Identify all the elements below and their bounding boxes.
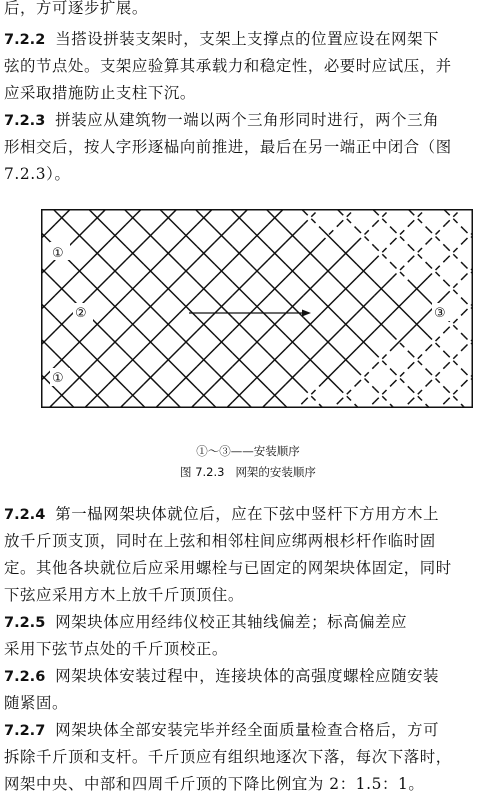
text-line: 形相交后，按人字形逐榀向前推进，最后在另一端正中闭合（图 — [4, 138, 452, 156]
text-line: 采用下弦节点处的千斤顶校正。 — [4, 640, 228, 658]
figure-caption — [0, 464, 496, 480]
figure-legend: ①～③——安装顺序 — [196, 444, 300, 458]
clause-number: 7.2.7 — [4, 723, 46, 739]
clause-7-2-2-line-1: 7.2.2 当搭设拼装支架时，支架上支撑点的位置应设在网架下 — [4, 30, 440, 48]
clause-7-2-3-line-1: 7.2.3 拼装应从建筑物一端以两个三角形同时进行，两个三角 — [4, 111, 440, 129]
clause-number: 7.2.5 — [4, 615, 46, 631]
figure-title: 网架的安装顺序 — [235, 465, 316, 479]
clause-number: 7.2.4 — [4, 507, 46, 523]
text-line: 后，方可逐步扩展。 — [4, 0, 148, 17]
text-line: 定。其他各块就位后应采用螺栓与已固定的网架块体固定，同时 — [4, 559, 452, 577]
text-line: 网架中央、中部和四周千斤顶的下降比例宜为 2：1.5：1。 — [4, 775, 425, 793]
figure-number: 图 7.2.3 — [180, 465, 225, 479]
text-line: 拆除千斤顶和支杆。千斤顶应有组织地逐次下落，每次下落时， — [4, 748, 452, 766]
text-line: 应采取措施防止支柱下沉。 — [4, 84, 196, 102]
text-line: 弦的节点处。支架应验算其承载力和稳定性，必要时应试压，并 — [4, 57, 452, 75]
marker-3: ③ — [434, 306, 446, 321]
text-line: 随紧固。 — [4, 694, 68, 712]
marker-2: ② — [75, 306, 87, 321]
text-line: 下弦应采用方木上放千斤顶顶住。 — [4, 586, 244, 604]
clause-number: 7.2.3 — [4, 113, 46, 129]
clause-number: 7.2.2 — [4, 32, 46, 48]
grid-installation-figure — [41, 209, 473, 408]
text-line: 7.2.3）。 — [4, 165, 71, 183]
clause-7-2-7-line-1: 7.2.7 网架块体全部安装完毕并经全面质量检查合格后，方可 — [4, 721, 440, 739]
clause-number: 7.2.6 — [4, 669, 46, 685]
clause-7-2-4-line-1: 7.2.4 第一榀网架块体就位后，应在下弦中竖杆下方用方木上 — [4, 505, 440, 523]
marker-1-bottom: ① — [52, 371, 64, 386]
text-line: 放千斤顶支顶，同时在上弦和相邻柱间应绑两根杉杆作临时固 — [4, 532, 436, 550]
marker-1-top: ① — [52, 246, 64, 261]
clause-7-2-5-line-1: 7.2.5 网架块体应用经纬仪校正其轴线偏差；标高偏差应 — [4, 613, 408, 631]
clause-7-2-6-line-1: 7.2.6 网架块体安装过程中，连接块体的高强度螺栓应随安装 — [4, 667, 440, 685]
